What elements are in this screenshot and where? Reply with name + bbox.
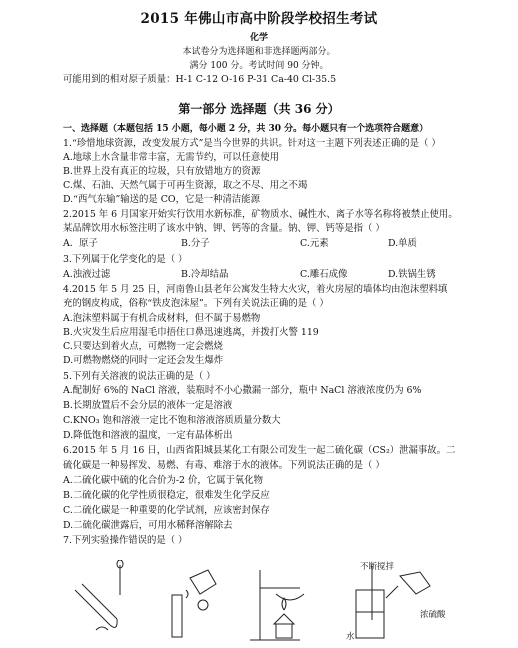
q6-stem-cont: 硫化碳是一种易挥发、易燃、有毒、难溶于水的液体。下列说法正确的是（ ） [63,460,385,471]
q3-option-a: A.浊液过滤 [63,269,111,280]
q3-stem: 3.下列属于化学变化的是（ ） [63,254,188,265]
q7-stem: 7.下列实验操作错误的是（ ） [63,535,188,546]
q5-option-b: B.长期放置后不会分层的液体一定是溶液 [63,400,233,411]
section-title: 一、选择题（本题包括 15 小题，每小题 2 分，共 30 分。每小题只有一个选项符合题意） [63,124,429,134]
q2-option-c: C.元素 [300,238,329,249]
q5-stem: 5.下列有关溶液的说法正确的是（ ） [63,371,216,382]
acid-dilution-drawing [356,566,430,638]
apparatus-drawings [0,560,518,644]
lab-apparatus-figure [0,560,518,644]
q2-option-b: B.分子 [181,238,210,249]
reagent-bottle-drawing [172,570,216,637]
q3-option-c: C.雕石成像 [300,269,348,280]
subject-label: 化学 [249,33,268,43]
q2-option-d: D.单质 [388,238,417,249]
q2-stem-cont: 某品牌饮用水标签注明了该水中钠、钾、钙等的含量。钠、钾、钙等是指（ ） [63,223,385,234]
q2-stem: 2.2015 年 6 月国家开始实行饮用水新标准，矿物质水、碱性水、离子水等名称将被禁止使用。 [63,209,458,220]
q1-option-b: B.世界上没有真正的垃圾，只有放错地方的资源 [63,166,261,177]
q4-stem-cont: 充的钢皮构成，俗称“铁皮泡沫屋”。下列有关说法正确的是（ ） [63,298,329,309]
q4-option-a: A.泡沫塑料属于有机合成材料，但不属于易燃物 [63,313,261,324]
q3-option-d: D.铁锅生锈 [388,269,436,280]
label-stir: 不断搅拌 [360,562,395,572]
q4-option-c: C.只要达到着火点，可燃物一定会燃烧 [63,341,223,352]
q4-option-b: B.火灾发生后应用湿毛巾捂住口鼻迅速逃离，并拨打火警 119 [63,327,319,338]
q6-option-c: C.二硫化碳是一种重要的化学试剂，应该密封保存 [63,505,270,516]
q1-stem: 1.“珍惜地球资源，改变发展方式”是当今世界的共识。针对这一主题下列表述正确的是（ ） [63,138,441,149]
q6-option-b: B.二硫化碳的化学性质很稳定，很难发生化学反应 [63,490,270,501]
q5-option-a: A.配制好 6%的 NaCl 溶液，装瓶时不小心撒漏一部分，瓶中 NaCl 溶液浓度仍为 6% [63,385,422,396]
q5-option-c: C.KNO₃ 饱和溶液一定比不饱和溶液溶质质量分数大 [63,415,281,426]
part1-heading: 第一部分 选择题（共 36 分） [178,102,340,116]
q5-option-d: D.降低饱和溶液的温度，一定有晶体析出 [63,430,233,441]
q4-stem: 4.2015 年 5 月 25 日，河南鲁山县老年公寓发生特大火灾，着火房屋的墙体均由泡沫塑料填 [63,284,448,295]
label-acid: 浓硫酸 [420,610,446,620]
label-water: 水 [346,632,355,642]
score-time-line: 满分 100 分。考试时间 90 分钟。 [189,61,329,71]
q1-option-d: D.“西气东输”输送的是 CO，它是一种清洁能源 [63,194,260,205]
q1-option-a: A.地球上水含量非常丰富，无需节约，可以任意使用 [63,152,280,163]
exam-title: 2015 年佛山市高中阶段学校招生考试 [140,11,378,27]
test-tube-drawing [75,560,123,630]
evaporating-dish-drawing [250,570,304,640]
q3-option-b: B.冷却结晶 [181,269,229,280]
atomic-masses-line: 可能用到的相对原子质量：H-1 C-12 O-16 P-31 Ca-40 Cl-35.5 [63,74,337,85]
intro-line: 本试卷分为选择题和非选择题两部分。 [182,47,336,57]
q6-stem: 6.2015 年 5 月 16 日，山西省阳城县某化工有限公司发生一起二硫化碳（CS₂）泄漏事故。二 [63,445,456,456]
q6-option-a: A.二硫化碳中硫的化合价为-2 价，它属于氧化物 [63,475,263,486]
q6-option-d: D.二硫化碳泄露后，可用水稀释溶解除去 [63,520,233,531]
q4-option-d: D.可燃物燃烧的同时一定还会发生爆炸 [63,355,224,366]
q2-option-a: A．原子 [63,238,98,249]
q1-option-c: C.煤、石油、天然气属于可再生资源，取之不尽、用之不竭 [63,180,308,191]
